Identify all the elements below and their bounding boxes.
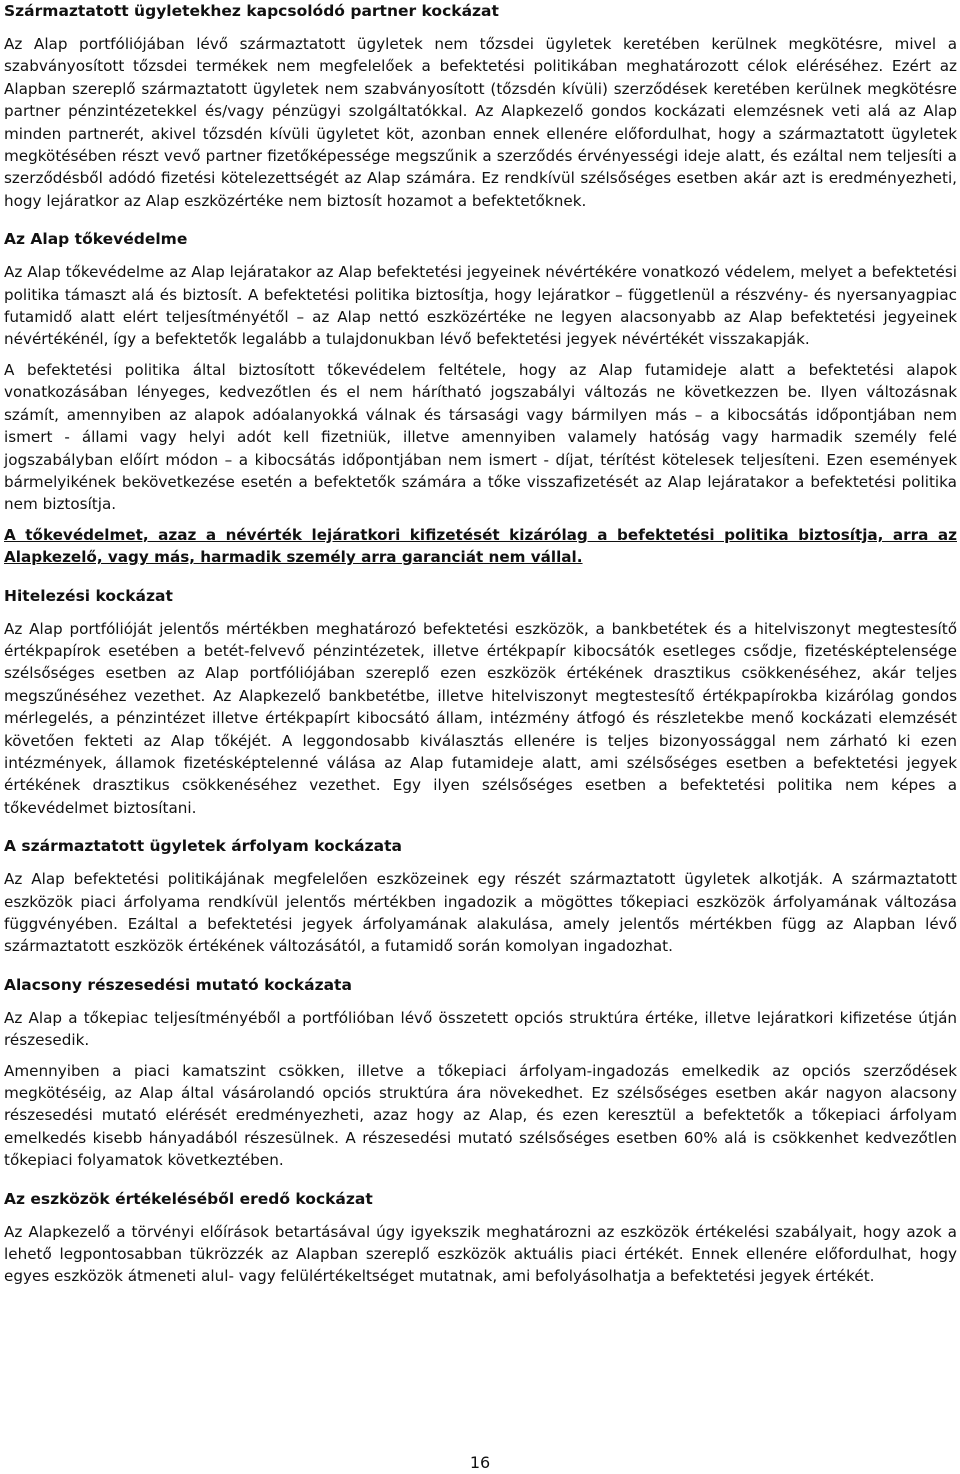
paragraph: Az Alap portfóliójában lévő származtatott ügyletek nem tőzsdei ügyletek keretében kerülnek megkötésre, mivel a szabványosított tőzsdei termékek nem megfelelőek a befektetési politikában meghatározott célok eléréséhez. Ezért az Alapban szereplő származtatott ügyletek nem szabványosított (tőzsdén kívüli) szerződések keretében kerülnek megkötésre partner pénzintézetekkel és/vagy pénzügyi szolgáltatókkal. Az Alapkezelő gondos kockázati elemzésnek veti alá az Alap minden partnerét, akivel tőzsdén kívüli ügyletet köt, azonban ennek ellenére előfordulhat, hogy a származtatott ügyletek megkötésében részt vevő partner fizetőképessége megszűnik a szerződés érvényességi ideje alatt, és ezáltal nem teljesíti a szerződésből adódó fizetési kötelezettségét az Alap számára. Ez rendkívül szélsőséges esetben akár azt is eredményezheti, hogy lejáratkor az Alap eszközértéke nem biztosít hozamot a befektetőknek. bbox=[4, 35, 957, 210]
section-heading: Származtatott ügyletekhez kapcsolódó partner kockázat bbox=[4, 2, 499, 20]
paragraph: Az Alap a tőkepiac teljesítményéből a portfólióban lévő összetett opciós struktúra értéke, illetve lejáratkori kifizetése útján részesedik. bbox=[4, 1008, 957, 1050]
section-derivative-price-risk bbox=[4, 835, 957, 958]
paragraph: A befektetési politika által biztosított tőkevédelem feltétele, hogy az Alap futamideje alatt a befektetési alapok vonatkozásában lényeges, kedvezőtlen és el nem hárítható jogszabályi változás ne következzen be. Ilyen változásnak számít, amennyiben az alapok adóalanyokká válnak és társasági vagy bármilyen más – a kibocsátás időpontjában nem ismert - állami vagy helyi adót kell fizetniük, illetve amennyiben valamely hatóság vagy harmadik személy felé jogszabályban előírt módon – a kibocsátás időpontjában nem ismert - díjat, térítést kötelesek teljesíteni. Ezen események bármelyikének bekövetkezése esetén a befektetők számára a tőke visszafizetését az Alap lejáratakor a befektetési politika nem biztosítja. bbox=[4, 360, 957, 514]
paragraph: Az Alap portfólióját jelentős mértékben meghatározó befektetési eszközök, a bankbetétek és a hitelviszonyt megtestesítő értékpapírok esetében a betét-felvevő pénzintézetek, illetve értékpapír kibocsátók esetleges csődje, fizetésképtelensége szélsőséges esetben az Alap portfóliójában szereplő ezen eszközök értékének drasztikus csökkenéséhez, akár teljes megszűnéséhez vezethet. Az Alapkezelő bankbetétbe, illetve hitelviszonyt megtestesítő értékpapírokba kizárólag gondos mérlegelés, a pénzintézet illetve értékpapírt kibocsátó állam, intézmény átfogó és részletekbe menő kockázati elemzését követően fekteti az Alap tőkéjét. A leggondosabb kiválasztás ellenére is teljes bizonyossággal nem zárható ki ezen intézmények, államok fizetésképtelenné válása az Alap futamideje alatt, ami szélsőséges esetben a befektetési jegyek értékének drasztikus csökkenéséhez vezethet. Egy ilyen szélsőséges esetben a befektetési politika nem képes a tőkevédelmet biztosítani. bbox=[4, 619, 957, 817]
paragraph: Amennyiben a piaci kamatszint csökken, illetve a tőkepiaci árfolyam-ingadozás emelkedik az opciós szerződések megkötéséig, az Alap által vásárolandó opciós struktúra ára növekedhet. Ez szélsőséges esetben akár nagyon alacsony részesedési mutató elérését eredményezheti, azaz hogy az Alap, és ezen keresztül a befektetők a tőkepiaci árfolyam emelkedés kisebb hányadából részesülnek. A részesedési mutató szélsőséges esetben 60% alá is csökkenhet kedvezőtlen tőkepiaci folyamatok következtében. bbox=[4, 1061, 957, 1170]
section-participation-rate-risk bbox=[4, 974, 957, 1172]
section-valuation-risk bbox=[4, 1188, 957, 1288]
page-number: 16 bbox=[469, 1453, 491, 1472]
paragraph: Az Alap tőkevédelme az Alap lejáratakor az Alap befektetési jegyeinek névértékére vonatkozó védelem, melyet a befektetési politika támaszt alá és biztosít. A befektetési politika biztosítja, hogy lejáratkor – függetlenül a részvény- és nyersanyagpiac futamidő alatt elért teljesítményétől – az Alap nettó eszközértéke ne legyen alacsonyabb az Alap befektetési jegyeinek névértékénél, így a befektetők legalább a tulajdonukban lévő befektetési jegyek névértékét visszakapják. bbox=[4, 263, 957, 349]
guarantee-disclaimer: A tőkevédelmet, azaz a névérték lejáratkori kifizetését kizárólag a befektetési politika biztosítja, arra az Alapkezelő, vagy más, harmadik személy arra garanciát nem vállal. bbox=[4, 525, 957, 567]
document-page bbox=[4, 0, 957, 1288]
section-capital-protection bbox=[4, 228, 957, 568]
paragraph: Az Alapkezelő a törvényi előírások betartásával úgy igyekszik meghatározni az eszközök értékelési szabályait, hogy azok a lehető legpontosabban tükrözzék az Alapban szereplő eszközök aktuális piaci értékét. Ennek ellenére előfordulhat, hogy egyes eszközök átmeneti alul- vagy felülértékeltséget mutatnak, ami befolyásolhatja a befektetési jegyek értékét. bbox=[4, 1222, 957, 1286]
section-heading: A származtatott ügyletek árfolyam kockázata bbox=[4, 837, 402, 856]
section-heading: Hitelezési kockázat bbox=[4, 586, 173, 605]
paragraph: Az Alap befektetési politikájának megfelelően eszközeinek egy részét származtatott ügyletek alkotják. A származtatott eszközök piaci árfolyama rendkívül jelentős mértékben ingadozik a mögöttes tőkepiaci eszközök árfolyamának változása függvényében. Ezáltal a befektetési jegyek árfolyamának alakulása, amely jelentős mértékben függ az Alapban lévő származtatott eszközök értékének változásától, a futamidő során komolyan ingadozhat. bbox=[4, 870, 957, 956]
section-heading: Az eszközök értékeléséből eredő kockázat bbox=[4, 1189, 373, 1208]
section-heading: Az Alap tőkevédelme bbox=[4, 230, 188, 249]
section-heading: Alacsony részesedési mutató kockázata bbox=[4, 975, 352, 994]
section-credit-risk bbox=[4, 585, 957, 820]
section-partner-risk bbox=[4, 0, 957, 212]
